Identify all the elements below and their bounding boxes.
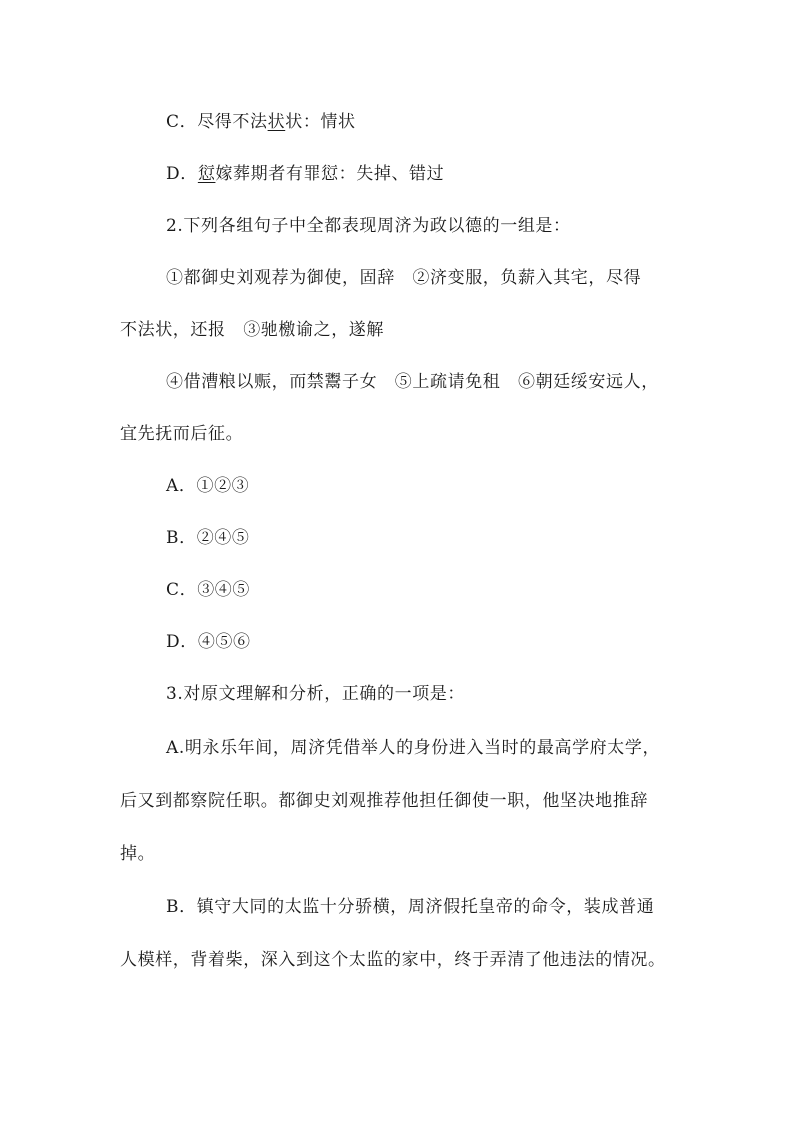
underlined-char: 愆: [197, 164, 216, 184]
text-run: ④借漕粮以赈，而禁鬻子女 ⑤上疏请免租 ⑥朝廷绥安远人，: [166, 372, 659, 392]
question-3-option-b-line-1: [166, 895, 654, 919]
text-run: A．①②③: [166, 476, 250, 496]
text-run: 3.对原文理解和分析，正确的一项是：: [166, 684, 466, 704]
text-run: 嫁葬期者有罪愆：失掉、错过: [215, 164, 445, 184]
question-2-option-a: [166, 474, 249, 498]
question-2-option-d: [166, 630, 251, 654]
text-run: 2.下列各组句子中全都表现周济为政以德的一组是：: [166, 216, 571, 236]
question-2-option-c: [166, 578, 250, 602]
text-run: A.明永乐年间，周济凭借举人的身份进入当时的最高学府太学，: [166, 738, 661, 758]
question-3-option-a-line-1: [166, 736, 660, 760]
underlined-char: 状: [267, 112, 286, 132]
text-run: 后又到都察院任职。都御史刘观推荐他担任御使一职，他坚决地推辞: [120, 791, 648, 811]
question-3-option-a-line-3: [120, 842, 155, 866]
question-2-sentences-line-4: [120, 422, 243, 446]
text-run: 宜先抚而后征。: [120, 424, 244, 444]
text-run: 掉。: [120, 844, 156, 864]
question-3-option-a-line-2: [120, 789, 648, 813]
text-run: D．④⑤⑥: [166, 632, 251, 652]
text-run: B．镇守大同的太监十分骄横，周济假托皇帝的命令，装成普通: [166, 897, 655, 917]
option-c-line: [166, 110, 356, 134]
text-run: 状：情状: [285, 112, 356, 132]
text-run: 不法状，还报 ③驰檄谕之，遂解: [120, 320, 384, 340]
text-run: C．尽得不法: [166, 112, 268, 132]
text-run: ①都御史刘观荐为御使，固辞 ②济变服，负薪入其宅，尽得: [166, 268, 642, 288]
option-d-line: [166, 162, 444, 186]
question-3-option-b-line-2: [120, 948, 666, 972]
text-run: 人模样，背着柴，深入到这个太监的家中，终于弄清了他违法的情况。: [120, 950, 666, 970]
question-2-sentences-line-1: [166, 266, 641, 290]
text-run: D．: [166, 164, 198, 184]
question-2-sentences-line-3: [166, 370, 659, 394]
question-3-stem: [166, 682, 465, 706]
question-2-option-b: [166, 526, 250, 550]
text-run: B．②④⑤: [166, 528, 250, 548]
text-run: C．③④⑤: [166, 580, 251, 600]
question-2-sentences-line-2: [120, 318, 384, 342]
question-2-stem: [166, 214, 571, 238]
